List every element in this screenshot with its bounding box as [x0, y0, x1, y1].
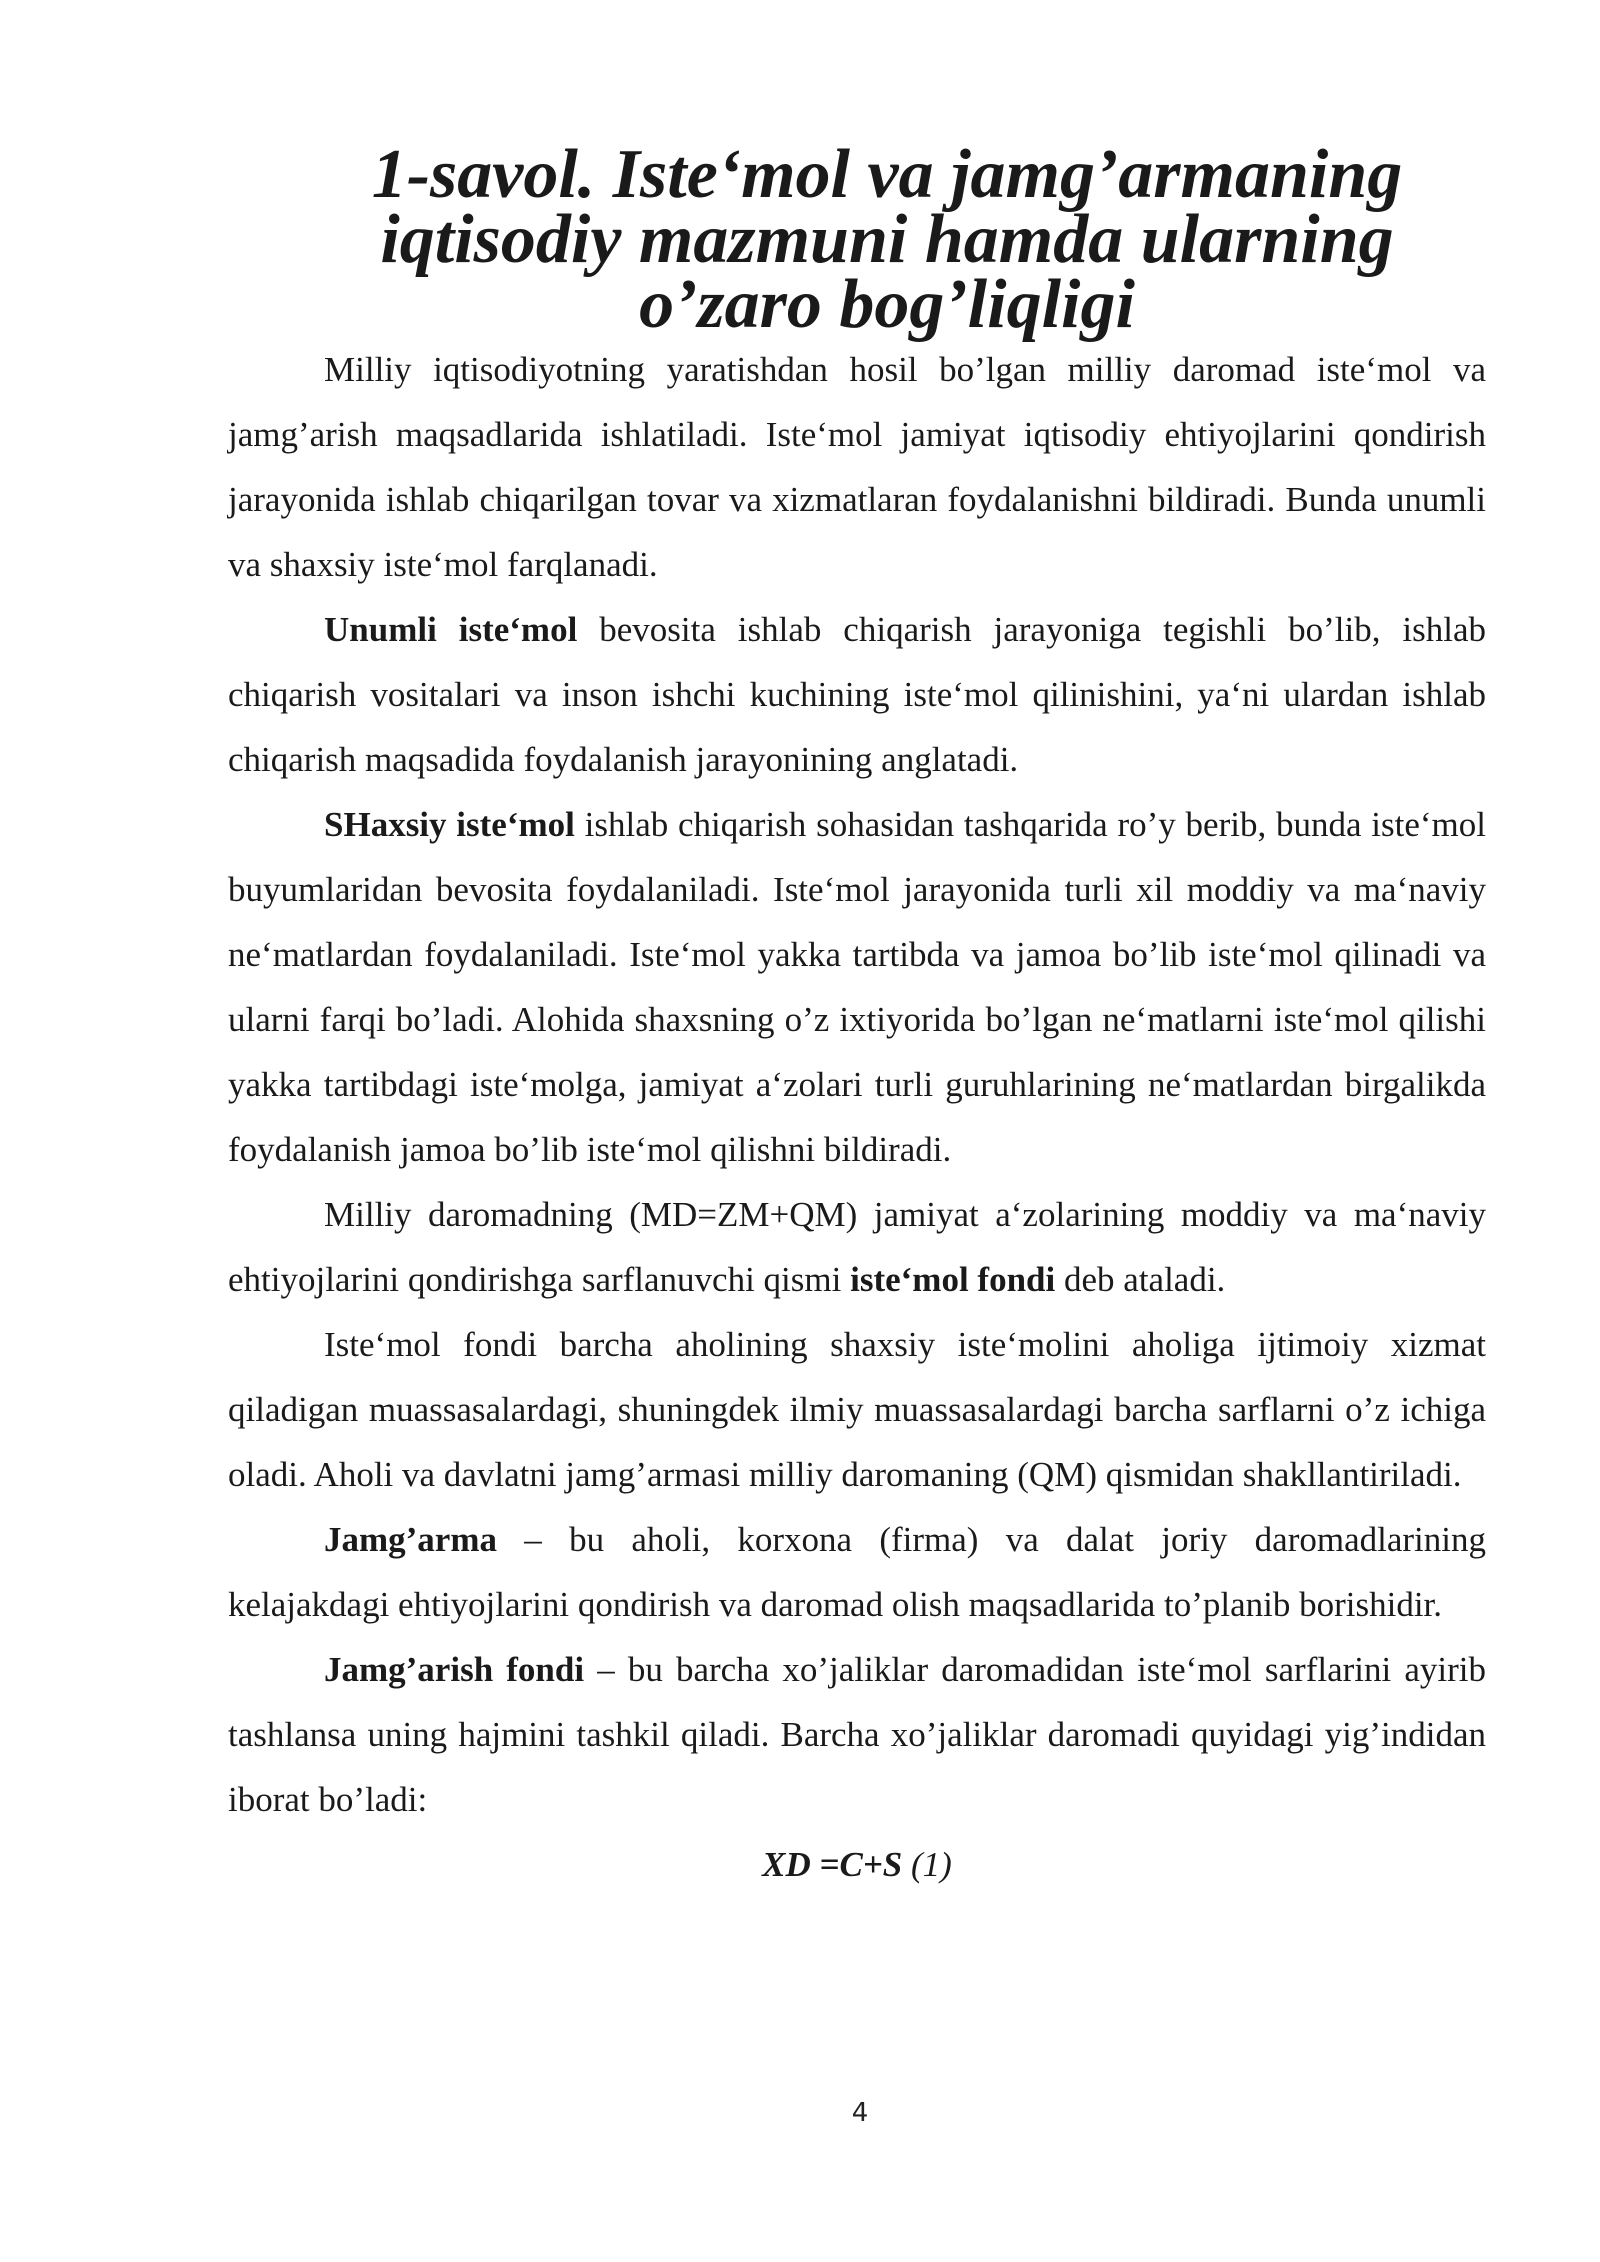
page-content: [228, 136, 1486, 1897]
paragraph-text: ishlab chiqarish sohasidan tashqarida ro’y berib, bunda iste‘mol buyumlaridan bevosita foydalaniladi. Iste‘mol jarayonida turli xil moddiy va ma‘naviy ne‘matlardan foydalaniladi. Iste‘mol yakka tartibda va jamoa bo’lib iste‘mol qilinadi va ularni farqi bo’ladi. Alohida shaxsning o’z ixtiyorida bo’lgan ne‘matlarni iste‘mol qilishi yakka tartibdagi iste‘molga, jamiyat a‘zolari turli guruhlarining ne‘matlardan birgalikda foydalanish jamoa bo’lib iste‘mol qilishni bildiradi.: [228, 805, 1486, 1169]
section-heading: [228, 136, 1486, 343]
term-savings: Jamg’arma: [324, 1520, 498, 1559]
paragraph-text: Iste‘mol fondi barcha aholining shaxsiy iste‘molini aholiga ijtimoiy xizmat qiladigan muassasalardagi, shuningdek ilmiy muassasalardagi barcha sarflarni o’z ichiga oladi. Aholi va davlatni jamg’armasi milliy daromaning (QM) qismidan shakllantiriladi.: [228, 1325, 1486, 1494]
heading-line-1: 1-savol. Iste‘mol va jamg’armaning iqtisodiy mazmuni hamda ularning: [371, 136, 1403, 278]
paragraph-accumulation-fund: [228, 1637, 1486, 1832]
page-number: 4: [851, 2098, 869, 2128]
paragraph-text: Milliy iqtisodiyotning yaratishdan hosil bo’lgan milliy daromad iste‘mol va jamg’arish maqsadlarida ishlatiladi. Iste‘mol jamiyat iqtisodiy ehtiyojlarini qondirish jarayonida ishlab chiqarilgan tovar va xizmatlaran foydalanishni bildiradi. Bunda unumli va shaxsiy iste‘mol farqlanadi.: [228, 350, 1486, 584]
paragraph-text: bevosita ishlab chiqarish jarayoniga tegishli bo’lib, ishlab chiqarish vositalari va inson ishchi kuchining iste‘mol qilinishini, ya‘ni ulardan ishlab chiqarish maqsadida foydalanish jarayonining anglatadi.: [228, 610, 1486, 779]
paragraph-savings: [228, 1507, 1486, 1637]
term-accumulation-fund: Jamg’arish fondi: [324, 1650, 585, 1689]
paragraph-text: – bu barcha xo’jaliklar daromadidan iste‘mol sarflarini ayirib tashlansa uning hajmini tashkil qiladi. Barcha xo’jaliklar daromadi quyidagi yig’indidan iborat bo’ladi:: [228, 1650, 1486, 1819]
formula: [228, 1832, 1486, 1897]
paragraph-text: – bu aholi, korxona (firma) va dalat joriy daromadlarining kelajakdagi ehtiyojlarini qondirish va daromad olish maqsadlarida to’planib borishidir.: [228, 1520, 1486, 1624]
paragraph-text: deb ataladi.: [1055, 1260, 1226, 1299]
paragraph-national-income: [228, 1182, 1486, 1312]
paragraph-text: Milliy daromadning (MD=ZM+QM) jamiyat a‘zolarining moddiy va ma‘naviy ehtiyojlarini qondirishga sarflanuvchi qismi: [228, 1195, 1486, 1299]
paragraph-personal-consumption: [228, 792, 1486, 1182]
formula-expression: XD =C+S: [762, 1845, 903, 1884]
paragraph-consumption-fund: [228, 1312, 1486, 1507]
formula-number: (1): [911, 1845, 952, 1884]
paragraph-intro: [228, 337, 1486, 597]
term-productive-consumption: Unumli iste‘mol: [324, 610, 578, 649]
paragraph-productive-consumption: [228, 597, 1486, 792]
term-consumption-fund: iste‘mol fondi: [850, 1260, 1056, 1299]
heading-line-2: o’zaro bog’liqligi: [639, 266, 1135, 343]
term-personal-consumption: SHaxsiy iste‘mol: [324, 805, 575, 844]
